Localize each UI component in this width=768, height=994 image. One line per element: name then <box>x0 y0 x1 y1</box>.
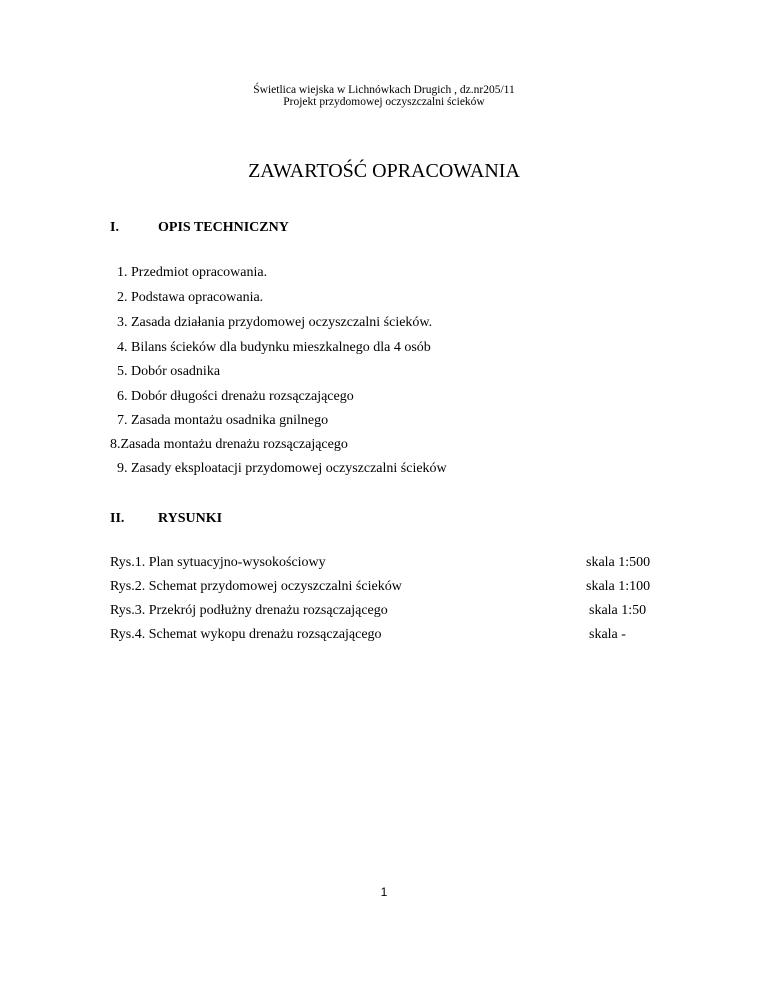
toc-item: 7. Zasada montażu osadnika gnilnego <box>117 413 329 428</box>
page-number: 1 <box>380 885 388 899</box>
drawing-scale: skala - <box>589 627 626 642</box>
drawing-scale: skala 1:500 <box>586 555 651 570</box>
drawing-scale: skala 1:100 <box>586 579 651 594</box>
drawing-label: Rys.3. Przekrój podłużny drenażu rozsączającego <box>110 603 388 618</box>
toc-item: 3. Zasada działania przydomowej oczyszczalni ścieków. <box>117 315 433 330</box>
section-heading: RYSUNKI <box>158 511 223 526</box>
toc-item: 5. Dobór osadnika <box>117 364 221 379</box>
toc-item: 4. Bilans ścieków dla budynku mieszkalnego dla 4 osób <box>117 340 431 355</box>
toc-item: 1. Przedmiot opracowania. <box>117 265 268 280</box>
toc-item: 6. Dobór długości drenażu rozsączającego <box>117 389 354 404</box>
drawing-label: Rys.2. Schemat przydomowej oczyszczalni ścieków <box>110 579 402 594</box>
section-number: II. <box>110 511 125 526</box>
drawing-scale: skala 1:50 <box>589 603 647 618</box>
drawing-label: Rys.1. Plan sytuacyjno-wysokościowy <box>110 555 326 570</box>
toc-item: 2. Podstawa opracowania. <box>117 290 264 305</box>
header-project-location: Świetlica wiejska w Lichnówkach Drugich , dz.nr205/11 <box>253 84 515 96</box>
section-heading: OPIS TECHNICZNY <box>158 220 289 235</box>
toc-item: 9. Zasady eksploatacji przydomowej oczyszczalni ścieków <box>117 461 447 476</box>
section-number: I. <box>110 220 119 235</box>
toc-item: 8.Zasada montażu drenażu rozsączającego <box>110 437 348 452</box>
drawing-label: Rys.4. Schemat wykopu drenażu rozsączającego <box>110 627 382 642</box>
header-project-name: Projekt przydomowej oczyszczalni ścieków <box>283 96 485 108</box>
document-title: ZAWARTOŚĆ OPRACOWANIA <box>248 160 520 182</box>
